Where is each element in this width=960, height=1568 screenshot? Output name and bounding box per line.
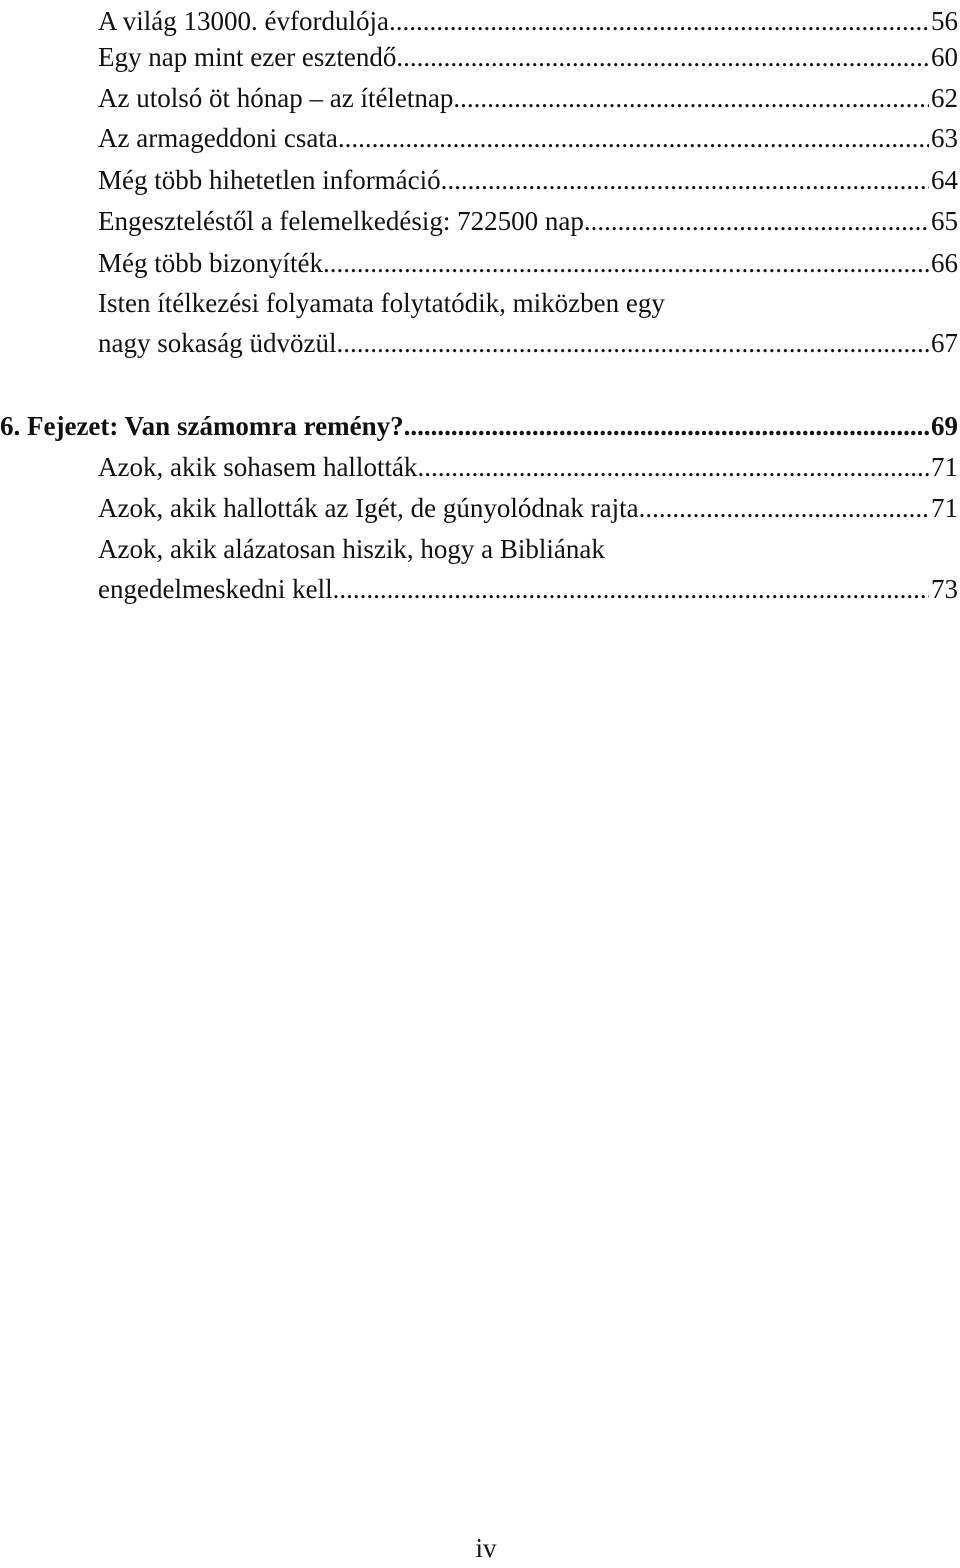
dot-leader <box>333 569 929 609</box>
toc-entry[interactable] <box>98 488 958 528</box>
toc-entry[interactable] <box>98 447 958 487</box>
page-number: iv <box>475 1533 497 1563</box>
toc-entry-page: 67 <box>931 328 958 358</box>
toc-entry-title: Azok, akik sohasem hallották <box>98 452 418 482</box>
toc-entry[interactable] <box>98 243 958 283</box>
toc-entry-page: 60 <box>931 42 958 72</box>
dot-leader <box>338 118 929 158</box>
toc-chapter-title: 6. Fejezet: Van számomra remény? <box>0 411 404 441</box>
toc-entry-title: A világ 13000. évfordulója <box>98 6 389 36</box>
toc-entry-page: 62 <box>931 83 958 113</box>
toc-entry-title: Egy nap mint ezer esztendő <box>98 42 397 72</box>
dot-leader <box>584 201 929 241</box>
toc-entry[interactable] <box>98 118 958 158</box>
toc-entry-page: 66 <box>931 248 958 278</box>
toc-entry-title: Még több bizonyíték <box>98 248 323 278</box>
toc-entry-page: 73 <box>931 574 958 604</box>
toc-entry-page: 71 <box>931 493 958 523</box>
dot-leader <box>441 160 929 200</box>
dot-leader <box>639 488 929 528</box>
toc-entry-title: Azok, akik hallották az Igét, de gúnyolódnak rajta <box>98 493 639 523</box>
toc-entry-page: 56 <box>931 6 958 36</box>
toc-entry[interactable] <box>98 529 958 609</box>
toc-entry-title-line2: nagy sokaság üdvözül <box>98 328 337 358</box>
toc-entry-page: 63 <box>931 123 958 153</box>
toc-entry-title: Az armageddoni csata <box>98 123 338 153</box>
dot-leader <box>404 406 929 446</box>
toc-entry[interactable] <box>98 160 958 200</box>
dot-leader <box>453 78 929 118</box>
toc-entry-title-line2: engedelmeskedni kell <box>98 574 333 604</box>
toc-entry-page: 65 <box>931 206 958 236</box>
toc-entry-page: 69 <box>931 411 958 441</box>
toc-entry[interactable] <box>98 283 958 363</box>
toc-entry[interactable] <box>98 78 958 118</box>
toc-entry-title-line1: Isten ítélkezési folyamata folytatódik, miközben egy <box>98 288 665 318</box>
toc-entry[interactable] <box>98 37 958 77</box>
toc-chapter-entry[interactable] <box>0 406 958 446</box>
toc-entry[interactable] <box>98 201 958 241</box>
dot-leader <box>396 37 929 77</box>
toc-entry-title: Az utolsó öt hónap – az ítéletnap <box>98 83 454 113</box>
dot-leader <box>323 243 929 283</box>
dot-leader <box>336 323 929 363</box>
toc-entry[interactable] <box>98 1 958 41</box>
toc-entry-title: Még több hihetetlen információ <box>98 165 441 195</box>
toc-entry-title-line1: Azok, akik alázatosan hiszik, hogy a Bibliának <box>98 534 605 564</box>
toc-entry-page: 71 <box>931 452 958 482</box>
dot-leader <box>417 447 929 487</box>
toc-entry-title: Engeszteléstől a felemelkedésig: 722500 nap <box>98 206 584 236</box>
toc-entry-page: 64 <box>931 165 958 195</box>
dot-leader <box>389 1 929 41</box>
